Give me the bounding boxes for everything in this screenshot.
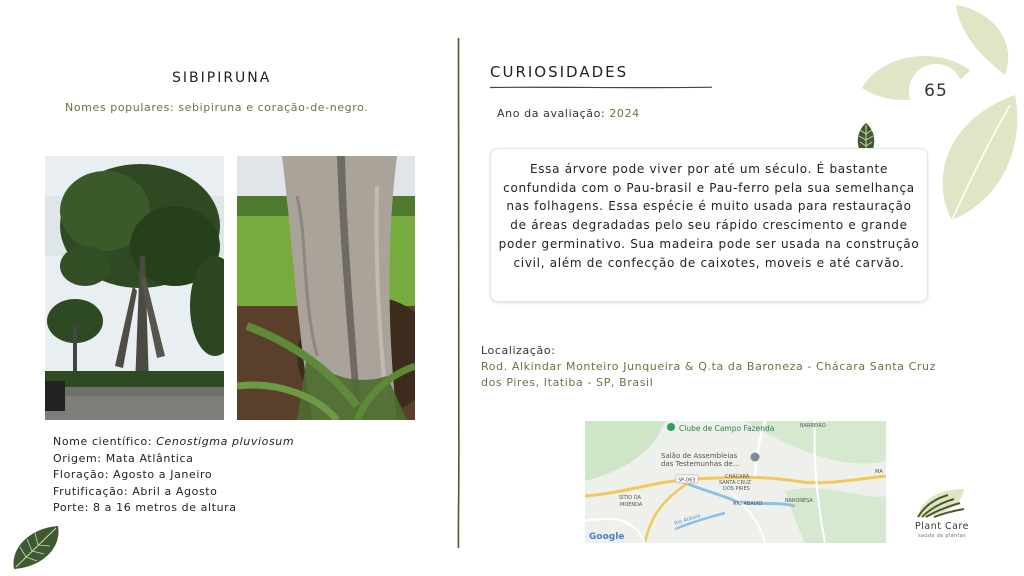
map-label-barreiro: BARREIRO: [800, 423, 826, 429]
map-label-rio-abaixo: RIO ABAIXO: [733, 501, 763, 507]
plant-care-logo-icon: [914, 487, 970, 519]
curiosity-text: Essa árvore pode viver por até um século. É bastante confundida com o Pau-brasil e Pau-ferro pela sua semelhança nas folhagens. Essa espécie é muito usada para restauração de áreas degradadas pelo seu rápido crescimento e grande poder germinativo. Sua madeira pode ser usada na construção civil, além de confecção de caixotes, moveis e até carvão.: [498, 162, 920, 270]
scientific-name-line: Nome científico: Cenostigma pluviosum: [53, 435, 295, 448]
map-label-rio-atibaia: Rio Atibaia: [673, 512, 702, 527]
map-label-club: Clube de Campo Fazenda: [679, 424, 775, 433]
popular-names: Nomes populares: sebipiruna e coração-de-negro.: [65, 101, 369, 114]
flowering: Floração: Agosto a Janeiro: [53, 468, 213, 481]
evaluation-year: Ano da avaliação: 2024: [497, 107, 640, 120]
size: Porte: 8 a 16 metros de altura: [53, 501, 237, 514]
map-label-sitio-1: SÍTIO DA: [619, 495, 641, 501]
map-label-sitio-2: MOENDA: [620, 502, 643, 508]
species-facts: [53, 434, 294, 517]
map-label-chacara-3: DOS PIRES: [723, 486, 750, 492]
evaluation-year-value: 2024: [609, 107, 640, 120]
map-label-salao-2: das Testemunhas de...: [661, 460, 740, 468]
map-label-edge: MA: [875, 469, 883, 475]
location-label: Localização:: [481, 344, 556, 357]
map-label-chacara-2: SANTA CRUZ: [719, 480, 752, 486]
brand-name: Plant Care: [915, 521, 969, 532]
curiosity-box: [490, 148, 928, 302]
fruiting: Frutificação: Abril a Agosto: [53, 484, 218, 498]
leaf-icon: [10, 523, 62, 571]
map-label-salao-1: Salão de Assembleias: [661, 452, 738, 460]
curiosities-title: CURIOSIDADES: [490, 63, 629, 81]
brand-tagline: saúde de plantas: [918, 533, 966, 539]
map-label-chacara-1: CHÁCARA: [725, 474, 750, 480]
title-underline: [490, 86, 712, 89]
column-divider: [457, 38, 460, 548]
species-title: SIBIPIRUNA: [172, 70, 272, 86]
origin: Origem: Mata Atlântica: [53, 451, 194, 465]
trunk-photo: [237, 156, 415, 420]
page-number: 65: [909, 64, 963, 118]
location-address: Rod. Alkindar Monteiro Junqueira & Q.ta da Baroneza - Chácara Santa Cruz dos Pires, Itatiba - SP, Brasil: [481, 360, 936, 389]
map-label-road: SP-063: [678, 477, 696, 484]
map-label-baronesa: BARONESA: [785, 498, 813, 504]
google-logo: Google: [589, 532, 625, 542]
location-map[interactable]: [585, 421, 886, 543]
scientific-name: Cenostigma pluviosum: [156, 435, 295, 448]
tree-photo: [45, 156, 224, 420]
